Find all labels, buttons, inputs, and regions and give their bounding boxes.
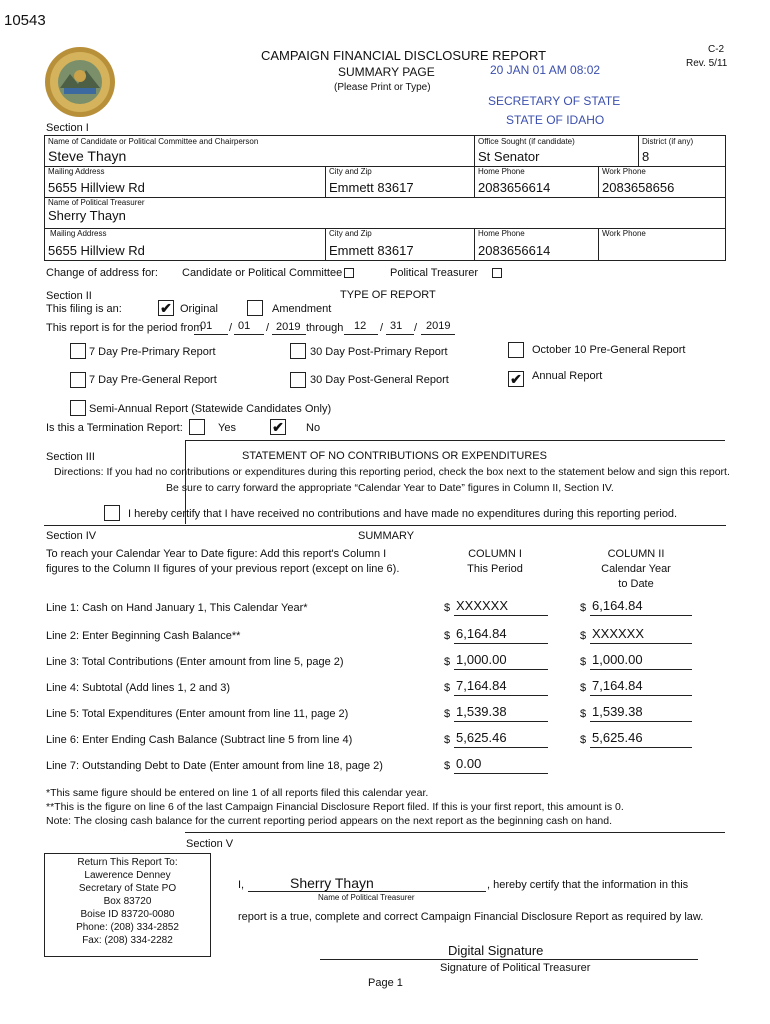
to-year-field[interactable]: 2019 <box>426 320 451 332</box>
treasurer-mailing-field[interactable]: 5655 Hillview Rd <box>48 243 145 258</box>
return-line: Boise ID 83720-0080 <box>80 909 175 920</box>
post-primary-30day-checkbox[interactable] <box>290 343 306 359</box>
work-phone-label: Work Phone <box>602 167 646 176</box>
termination-label: Is this a Termination Report: <box>46 422 183 434</box>
annual-report-label: Annual Report <box>532 370 603 382</box>
dollar-sign: $ <box>580 602 587 614</box>
column-1-amount-field[interactable]: 5,625.46 <box>456 730 507 745</box>
oct10-pre-general-checkbox[interactable] <box>508 342 524 358</box>
column-1-amount-field[interactable]: 0.00 <box>456 756 482 771</box>
return-address-box <box>44 853 211 957</box>
column-2-subheader: Calendar Year <box>601 563 671 575</box>
office-sought-label: Office Sought (if candidate) <box>478 137 575 146</box>
change-of-address-label: Change of address for: <box>46 267 158 279</box>
date-slash: / <box>414 322 418 334</box>
treasurer-work-phone-label: Work Phone <box>602 229 646 238</box>
termination-no-label: No <box>306 422 321 434</box>
column-1-amount-field[interactable]: XXXXXX <box>456 598 509 613</box>
directions-line1: Directions: If you had no contributions or expenditures during this reporting period, check the box next to the statement below and sign this report. <box>54 466 730 478</box>
directions-line2: Be sure to carry forward the appropriate “Calendar Year to Date” figures in Column II, Section IV. <box>166 482 614 494</box>
through-label: through <box>306 322 344 334</box>
column-2-subheader-2: to Date <box>618 578 654 590</box>
column-2-amount-field[interactable]: 7,164.84 <box>592 678 643 693</box>
treasurer-signer-name-field[interactable]: Sherry Thayn <box>290 875 374 891</box>
change-treasurer-label: Political Treasurer <box>390 267 479 279</box>
from-year-field[interactable]: 2019 <box>276 321 301 333</box>
name-of-treasurer-caption: Name of Political Treasurer <box>318 893 415 902</box>
post-general-30day-checkbox[interactable] <box>290 372 306 388</box>
from-day-field[interactable]: 01 <box>238 320 251 332</box>
pre-primary-7day-label: 7 Day Pre-Primary Report <box>89 346 216 358</box>
section-5-label: Section V <box>186 838 234 850</box>
return-line: Secretary of State PO <box>78 883 177 894</box>
return-line: Phone: (208) 334-2852 <box>76 922 179 933</box>
mailing-address-label: Mailing Address <box>48 167 105 176</box>
column-1-amount-field[interactable]: 7,164.84 <box>456 678 507 693</box>
city-zip-field[interactable]: Emmett 83617 <box>329 180 414 195</box>
oct10-pre-general-label: October 10 Pre-General Report <box>532 344 686 356</box>
termination-yes-label: Yes <box>218 422 236 434</box>
post-general-30day-label: 30 Day Post-General Report <box>310 374 449 386</box>
summary-instruction-2: figures to the Column II figures of your previous report (except on line 6). <box>46 563 400 575</box>
signature-caption: Signature of Political Treasurer <box>440 962 591 974</box>
summary-title: SUMMARY <box>358 530 415 542</box>
filing-type-label: This filing is an: <box>46 303 122 315</box>
dollar-sign: $ <box>580 630 587 642</box>
candidate-name-label: Name of Candidate or Political Committee and Chairperson <box>48 137 259 146</box>
footnote-2: **This is the figure on line 6 of the last Campaign Financial Disclosure Report filed. If this is your first report, this amount is 0. <box>46 801 624 813</box>
termination-yes-checkbox[interactable] <box>189 419 205 435</box>
print-instruction: (Please Print or Type) <box>334 82 431 93</box>
digital-signature-field[interactable]: Digital Signature <box>448 943 544 958</box>
treasurer-home-phone-label: Home Phone <box>478 229 525 238</box>
column-2-amount-field[interactable]: 5,625.46 <box>592 730 643 745</box>
date-slash: / <box>266 322 270 334</box>
dollar-sign: $ <box>444 656 451 668</box>
date-slash: / <box>229 322 233 334</box>
date-slash: / <box>380 322 384 334</box>
summary-line-label: Line 6: Enter Ending Cash Balance (Subtract line 5 from line 4) <box>46 734 353 746</box>
treasurer-home-phone-field[interactable]: 2083656614 <box>478 243 551 258</box>
treasurer-name-field[interactable]: Sherry Thayn <box>48 208 126 223</box>
certify-i-label: I, <box>238 879 245 891</box>
dollar-sign: $ <box>444 682 451 694</box>
report-subtitle: SUMMARY PAGE <box>338 65 435 79</box>
section-1-label: Section I <box>46 122 89 134</box>
semi-annual-checkbox[interactable] <box>70 400 86 416</box>
return-line: Box 83720 <box>103 896 152 907</box>
section-3-label: Section III <box>46 451 95 463</box>
treasurer-mailing-label: Mailing Address <box>50 229 107 238</box>
summary-instruction-1: To reach your Calendar Year to Date figure: Add this report's Column I <box>46 548 387 560</box>
type-of-report-title: TYPE OF REPORT <box>340 289 436 301</box>
column-1-amount-field[interactable]: 6,164.84 <box>456 626 507 641</box>
summary-line-label: Line 1: Cash on Hand January 1, This Calendar Year* <box>46 602 308 614</box>
return-line: Lawerence Denney <box>84 870 171 881</box>
mailing-address-field[interactable]: 5655 Hillview Rd <box>48 180 145 195</box>
dollar-sign: $ <box>580 656 587 668</box>
document-number: 10543 <box>4 12 46 29</box>
received-stamp-date: 20 JAN 01 AM 08:02 <box>490 63 601 77</box>
change-candidate-label: Candidate or Political Committee <box>182 267 343 279</box>
to-day-field[interactable]: 31 <box>390 320 403 332</box>
stamp-office-line2: STATE OF IDAHO <box>506 113 605 127</box>
form-code: C-2 <box>708 44 725 55</box>
report-title: CAMPAIGN FINANCIAL DISCLOSURE REPORT <box>261 48 547 63</box>
change-treasurer-checkbox[interactable] <box>492 268 502 278</box>
treasurer-city-field[interactable]: Emmett 83617 <box>329 243 414 258</box>
column-2-header: COLUMN II <box>607 548 665 560</box>
return-line: Return This Report To: <box>77 857 178 868</box>
summary-line-label: Line 2: Enter Beginning Cash Balance** <box>46 630 241 642</box>
certify-text-2: report is a true, complete and correct Campaign Financial Disclosure Report as required by law. <box>238 911 704 923</box>
no-contributions-title: STATEMENT OF NO CONTRIBUTIONS OR EXPENDITURES <box>242 450 547 462</box>
semi-annual-label: Semi-Annual Report (Statewide Candidates Only) <box>89 403 332 415</box>
from-month-field[interactable]: 01 <box>200 320 213 332</box>
return-line: Fax: (208) 334-2282 <box>82 935 173 946</box>
section-2-label: Section II <box>46 290 92 302</box>
post-primary-30day-label: 30 Day Post-Primary Report <box>310 346 448 358</box>
city-zip-label: City and Zip <box>329 167 372 176</box>
pre-general-7day-label: 7 Day Pre-General Report <box>89 374 217 386</box>
dollar-sign: $ <box>444 708 451 720</box>
certify-text-1: , hereby certify that the information in this <box>487 879 689 891</box>
summary-line-label: Line 7: Outstanding Debt to Date (Enter amount from line 18, page 2) <box>46 760 383 772</box>
stamp-office-line1: SECRETARY OF STATE <box>488 94 621 108</box>
dollar-sign: $ <box>580 708 587 720</box>
column-2-amount-field[interactable]: XXXXXX <box>592 626 645 641</box>
original-label: Original <box>180 303 218 315</box>
dollar-sign: $ <box>580 734 587 746</box>
summary-line-label: Line 4: Subtotal (Add lines 1, 2 and 3) <box>46 682 231 694</box>
district-label: District (if any) <box>642 137 694 146</box>
termination-no-checkbox[interactable]: ✔ <box>270 419 286 435</box>
column-1-amount-field[interactable]: 1,000.00 <box>456 652 507 667</box>
idaho-seal-icon <box>44 46 116 118</box>
to-month-field[interactable]: 12 <box>354 320 367 332</box>
form-revision: Rev. 5/11 <box>686 58 728 69</box>
column-2-amount-field[interactable]: 1,539.38 <box>592 704 643 719</box>
home-phone-field[interactable]: 2083656614 <box>478 180 551 195</box>
annual-report-checkbox[interactable]: ✔ <box>508 371 524 387</box>
home-phone-label: Home Phone <box>478 167 525 176</box>
no-activity-certify-checkbox[interactable] <box>104 505 120 521</box>
column-1-header: COLUMN I <box>468 548 522 560</box>
page-number: Page 1 <box>368 977 403 989</box>
dollar-sign: $ <box>444 602 451 614</box>
dollar-sign: $ <box>580 682 587 694</box>
column-1-subheader: This Period <box>467 563 523 575</box>
column-2-amount-field[interactable]: 6,164.84 <box>592 598 643 613</box>
change-candidate-checkbox[interactable] <box>344 268 354 278</box>
column-2-amount-field[interactable]: 1,000.00 <box>592 652 643 667</box>
treasurer-city-label: City and Zip <box>329 229 372 238</box>
amendment-label: Amendment <box>272 303 332 315</box>
dollar-sign: $ <box>444 734 451 746</box>
no-activity-certify-text: I hereby certify that I have received no contributions and have made no expenditures during this reporting period. <box>128 508 678 520</box>
dollar-sign: $ <box>444 630 451 642</box>
pre-primary-7day-checkbox[interactable] <box>70 343 86 359</box>
summary-line-label: Line 5: Total Expenditures (Enter amount from line 11, page 2) <box>46 708 349 720</box>
original-checkbox[interactable]: ✔ <box>158 300 174 316</box>
candidate-name-field[interactable]: Steve Thayn <box>48 148 127 164</box>
district-field[interactable]: 8 <box>642 149 650 164</box>
section-4-label: Section IV <box>46 530 97 542</box>
dollar-sign: $ <box>444 760 451 772</box>
column-1-amount-field[interactable]: 1,539.38 <box>456 704 507 719</box>
work-phone-field[interactable]: 2083658656 <box>602 180 675 195</box>
office-sought-field[interactable]: St Senator <box>478 149 540 164</box>
amendment-checkbox[interactable] <box>247 300 263 316</box>
period-label: This report is for the period from <box>46 322 203 334</box>
footnote-3: Note: The closing cash balance for the current reporting period appears on the next report as the beginning cash on hand. <box>46 815 613 827</box>
footnote-1: *This same figure should be entered on line 1 of all reports filed this calendar year. <box>46 787 429 799</box>
treasurer-name-label: Name of Political Treasurer <box>48 198 145 207</box>
pre-general-7day-checkbox[interactable] <box>70 372 86 388</box>
summary-line-label: Line 3: Total Contributions (Enter amount from line 5, page 2) <box>46 656 344 668</box>
